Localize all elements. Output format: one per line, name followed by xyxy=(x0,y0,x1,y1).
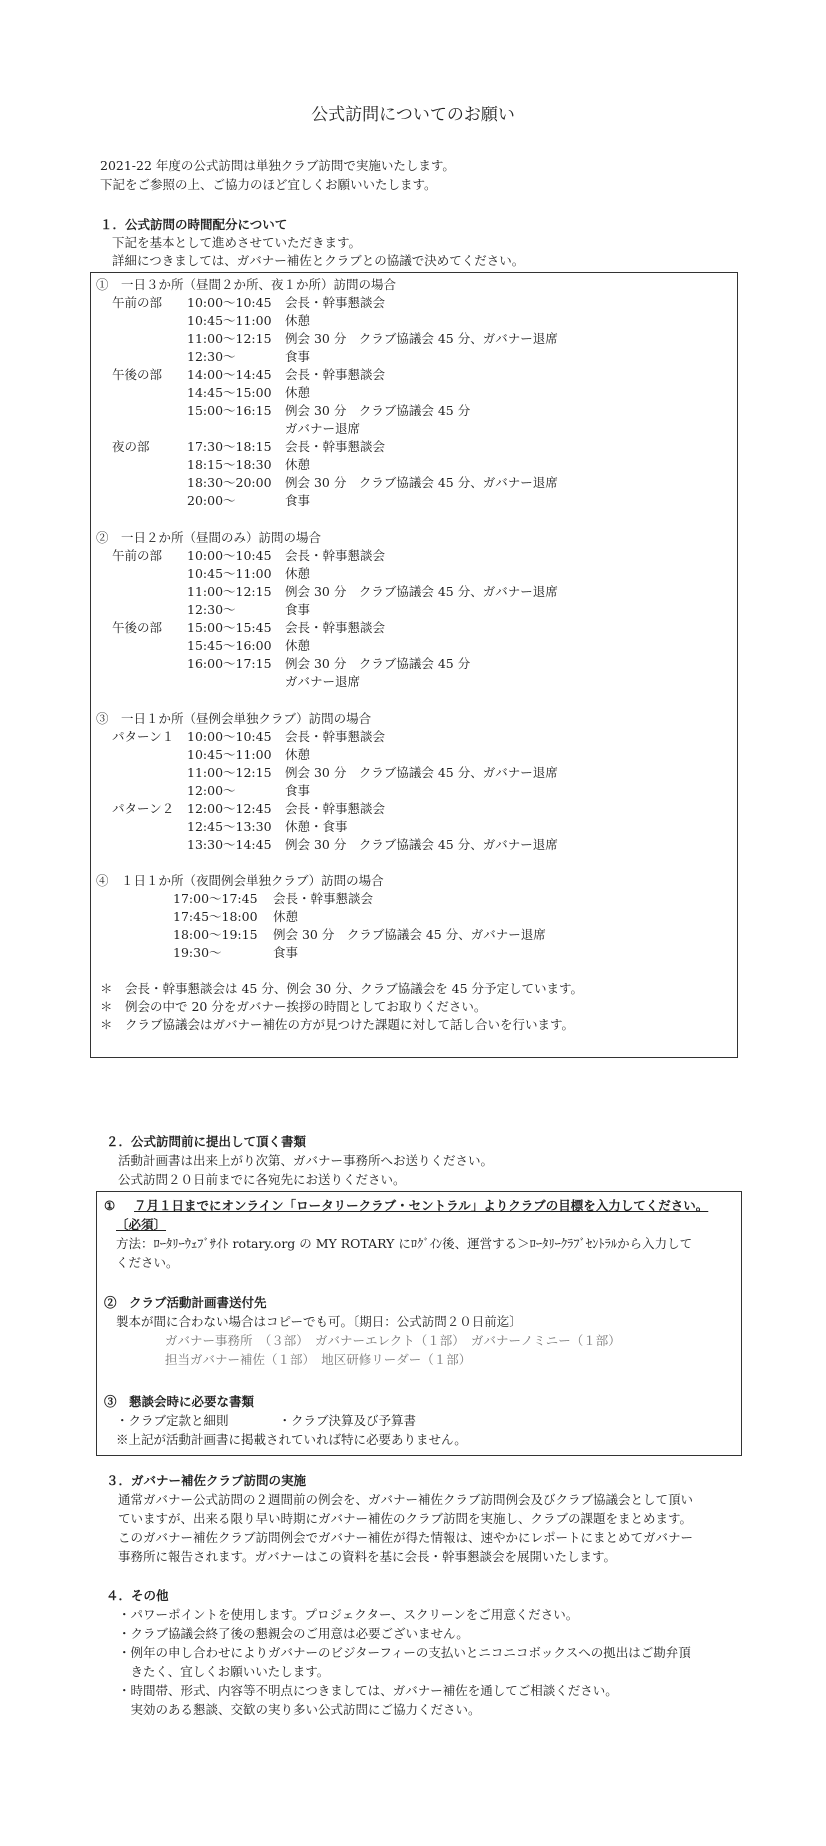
schedule-period-label: パターン１ xyxy=(112,729,175,744)
section-4-line-2: ・クラブ協議会終了後の懇親会のご用意は必要ございません。 xyxy=(118,1626,469,1641)
schedule-activity: 食事 xyxy=(285,493,311,508)
schedule-time: 12:00～ xyxy=(187,783,236,798)
schedule-activity: ガバナー退席 xyxy=(285,674,361,689)
schedule-activity: 会長・幹事懇談会 xyxy=(285,367,386,382)
section-1-heading: １．公式訪問の時間配分について xyxy=(100,217,288,232)
note-3: ＊ クラブ協議会はガバナー補佐の方が見つけた課題に対して話し合いを行います。 xyxy=(100,1017,575,1032)
schedule-activity: 会長・幹事懇談会 xyxy=(285,295,386,310)
schedule-time: 18:30～20:00 xyxy=(187,475,272,490)
schedule-time: 10:00～10:45 xyxy=(187,295,272,310)
schedule-time: 12:30～ xyxy=(187,602,236,617)
item-2-note: 製本が間に合わない場合はコピーでも可。〔期日：公式訪問２０日前迄〕 xyxy=(116,1314,522,1329)
schedule-activity: 休憩 xyxy=(285,638,311,653)
case1-title: ① 一日３か所（昼間２か所、夜１か所）訪問の場合 xyxy=(96,277,397,292)
schedule-time: 15:45～16:00 xyxy=(187,638,272,653)
schedule-activity: 食事 xyxy=(285,783,311,798)
case2-title: ② 一日２か所（昼間のみ）訪問の場合 xyxy=(96,530,322,545)
schedule-time: 19:30～ xyxy=(173,945,222,960)
schedule-activity: 例会 30 分 クラブ協議会 45 分、ガバナー退席 xyxy=(273,927,546,942)
section-4-line-5: ・時間帯、形式、内容等不明点につきましては、ガバナー補佐を通してご相談ください。 xyxy=(118,1683,618,1698)
section-4-heading: ４．その他 xyxy=(106,1588,169,1603)
schedule-activity: 例会 30 分 クラブ協議会 45 分、ガバナー退席 xyxy=(285,331,558,346)
schedule-activity: 会長・幹事懇談会 xyxy=(285,801,386,816)
schedule-period-label: 午後の部 xyxy=(112,367,163,382)
item-1-method-line-2: ください。 xyxy=(116,1255,179,1270)
schedule-activity: 休憩 xyxy=(273,909,299,924)
schedule-activity: 会長・幹事懇談会 xyxy=(285,729,386,744)
schedule-time: 15:00～15:45 xyxy=(187,620,272,635)
schedule-period-label: 夜の部 xyxy=(112,439,150,454)
schedule-time: 16:00～17:15 xyxy=(187,656,272,671)
schedule-activity: 例会 30 分 クラブ協議会 45 分、ガバナー退席 xyxy=(285,475,558,490)
schedule-time: 11:00～12:15 xyxy=(187,584,272,599)
schedule-time: 13:30～14:45 xyxy=(187,837,272,852)
item-1-title: ７月１日までにオンライン「ロータリークラブ・セントラル」よりクラブの目標を入力してください。 xyxy=(134,1198,709,1213)
section-3-line-2: ていますが、出来る限り早い時期にガバナー補佐のクラブ訪問を実施し、クラブの課題をまとめます。 xyxy=(118,1511,693,1526)
section-4-line-1: ・パワーポイントを使用します。プロジェクター、スクリーンをご用意ください。 xyxy=(118,1607,579,1622)
schedule-time: 12:45～13:30 xyxy=(187,819,272,834)
schedule-time: 11:00～12:15 xyxy=(187,765,272,780)
schedule-activity: 休憩 xyxy=(285,313,311,328)
note-1: ＊ 会長・幹事懇談会は 45 分、例会 30 分、クラブ協議会を 45 分予定しています。 xyxy=(100,981,584,996)
schedule-time: 17:45～18:00 xyxy=(173,909,258,924)
schedule-activity: ガバナー退席 xyxy=(285,421,361,436)
schedule-time: 10:45～11:00 xyxy=(187,313,272,328)
schedule-activity: 例会 30 分 クラブ協議会 45 分 xyxy=(285,656,471,671)
schedule-time: 14:45～15:00 xyxy=(187,385,272,400)
item-2-title: ② クラブ活動計画書送付先 xyxy=(104,1295,267,1310)
schedule-activity: 休憩 xyxy=(285,457,311,472)
intro-line-1: 2021-22 年度の公式訪問は単独クラブ訪問で実施いたします。 xyxy=(100,158,455,173)
page-title: 公式訪問についてのお願い xyxy=(311,105,515,125)
section-2-line-2: 公式訪問２０日前までに各宛先にお送りください。 xyxy=(118,1172,406,1187)
schedule-activity: 食事 xyxy=(285,602,311,617)
schedule-activity: 食事 xyxy=(285,349,311,364)
schedule-activity: 会長・幹事懇談会 xyxy=(285,439,386,454)
schedule-activity: 例会 30 分 クラブ協議会 45 分、ガバナー退席 xyxy=(285,837,558,852)
schedule-time: 12:00～12:45 xyxy=(187,801,272,816)
item-1-number: ① xyxy=(104,1198,116,1213)
schedule-time: 15:00～16:15 xyxy=(187,403,272,418)
section-3-heading: ３．ガバナー補佐クラブ訪問の実施 xyxy=(106,1473,307,1488)
item-3-title: ③ 懇談会時に必要な書類 xyxy=(104,1394,255,1409)
case4-title: ④ １日１か所（夜間例会単独クラブ）訪問の場合 xyxy=(96,873,384,888)
schedule-time: 12:30～ xyxy=(187,349,236,364)
schedule-time: 10:45～11:00 xyxy=(187,566,272,581)
note-2: ＊ 例会の中で 20 分をガバナー挨拶の時間としてお取りください。 xyxy=(100,999,487,1014)
section-2-heading: ２．公式訪問前に提出して頂く書類 xyxy=(106,1134,307,1149)
schedule-time: 10:45～11:00 xyxy=(187,747,272,762)
item-3-docs: ・クラブ定款と細則 ・クラブ決算及び予算書 xyxy=(116,1413,417,1428)
section-1-line-2: 詳細につきましては、ガバナー補佐とクラブとの協議で決めてください。 xyxy=(112,253,525,268)
schedule-time: 14:00～14:45 xyxy=(187,367,272,382)
schedule-time: 17:30～18:15 xyxy=(187,439,272,454)
schedule-activity: 例会 30 分 クラブ協議会 45 分、ガバナー退席 xyxy=(285,584,558,599)
section-3-line-1: 通常ガバナー公式訪問の２週間前の例会を、ガバナー補佐クラブ訪問例会及びクラブ協議会として頂い xyxy=(118,1492,694,1507)
intro-line-2: 下記をご参照の上、ご協力のほど宜しくお願いいたします。 xyxy=(100,177,437,192)
schedule-period-label: 午前の部 xyxy=(112,548,163,563)
schedule-activity: 休憩・食事 xyxy=(285,819,348,834)
schedule-activity: 会長・幹事懇談会 xyxy=(285,620,386,635)
schedule-time: 17:00～17:45 xyxy=(173,891,258,906)
schedule-activity: 例会 30 分 クラブ協議会 45 分、ガバナー退席 xyxy=(285,765,558,780)
item-3-note: ※上記が活動計画書に掲載されていれば特に必要ありません。 xyxy=(116,1432,467,1447)
section-2-line-1: 活動計画書は出来上がり次第、ガバナー事務所へお送りください。 xyxy=(118,1153,494,1168)
section-4-line-6: 実効のある懇談、交歓の実り多い公式訪問にご協力ください。 xyxy=(118,1702,481,1717)
section-3-line-3: このガバナー補佐クラブ訪問例会でガバナー補佐が得た情報は、速やかにレポートにまとめてガバナー xyxy=(118,1530,694,1545)
schedule-activity: 休憩 xyxy=(285,747,311,762)
schedule-activity: 会長・幹事懇談会 xyxy=(285,548,386,563)
schedule-period-label: パターン２ xyxy=(112,801,175,816)
item-1-required: 〔必須〕 xyxy=(116,1217,167,1232)
schedule-period-label: 午後の部 xyxy=(112,620,163,635)
schedule-period-label: 午前の部 xyxy=(112,295,163,310)
schedule-time: 10:00～10:45 xyxy=(187,729,272,744)
case3-title: ③ 一日１か所（昼例会単独クラブ）訪問の場合 xyxy=(96,711,372,726)
schedule-activity: 例会 30 分 クラブ協議会 45 分 xyxy=(285,403,471,418)
schedule-activity: 休憩 xyxy=(285,566,311,581)
item-2-recipients-2: 担当ガバナー補佐（１部） 地区研修リーダー（１部） xyxy=(165,1352,472,1367)
schedule-activity: 会長・幹事懇談会 xyxy=(273,891,374,906)
item-1-method-line-1: 方法：ﾛｰﾀﾘｰｳｪﾌﾞｻｲﾄ rotary.org の MY ROTARY にﾛｸﾞｲﾝ後、運営する＞ﾛｰﾀﾘｰｸﾗﾌﾞｾﾝﾄﾗﾙから入力して xyxy=(116,1236,693,1251)
schedule-time: 10:00～10:45 xyxy=(187,548,272,563)
schedule-time: 11:00～12:15 xyxy=(187,331,272,346)
section-4-line-3: ・例年の申し合わせによりガバナーのビジターフィーの支払いとニコニコボックスへの拠出はご勘弁頂 xyxy=(118,1645,691,1660)
schedule-time: 18:00～19:15 xyxy=(173,927,258,942)
schedule-time: 20:00～ xyxy=(187,493,236,508)
schedule-time: 18:15～18:30 xyxy=(187,457,272,472)
item-2-recipients-1: ガバナー事務所 （３部） ガバナーエレクト（１部） ガバナーノミニー（１部） xyxy=(165,1333,621,1348)
section-3-line-4: 事務所に報告されます。ガバナーはこの資料を基に会長・幹事懇談会を展開いたします。 xyxy=(118,1549,617,1564)
section-1-line-1: 下記を基本として進めさせていただきます。 xyxy=(112,235,362,250)
schedule-activity: 食事 xyxy=(273,945,299,960)
section-4-line-4: きたく、宜しくお願いいたします。 xyxy=(118,1664,330,1679)
schedule-activity: 休憩 xyxy=(285,385,311,400)
